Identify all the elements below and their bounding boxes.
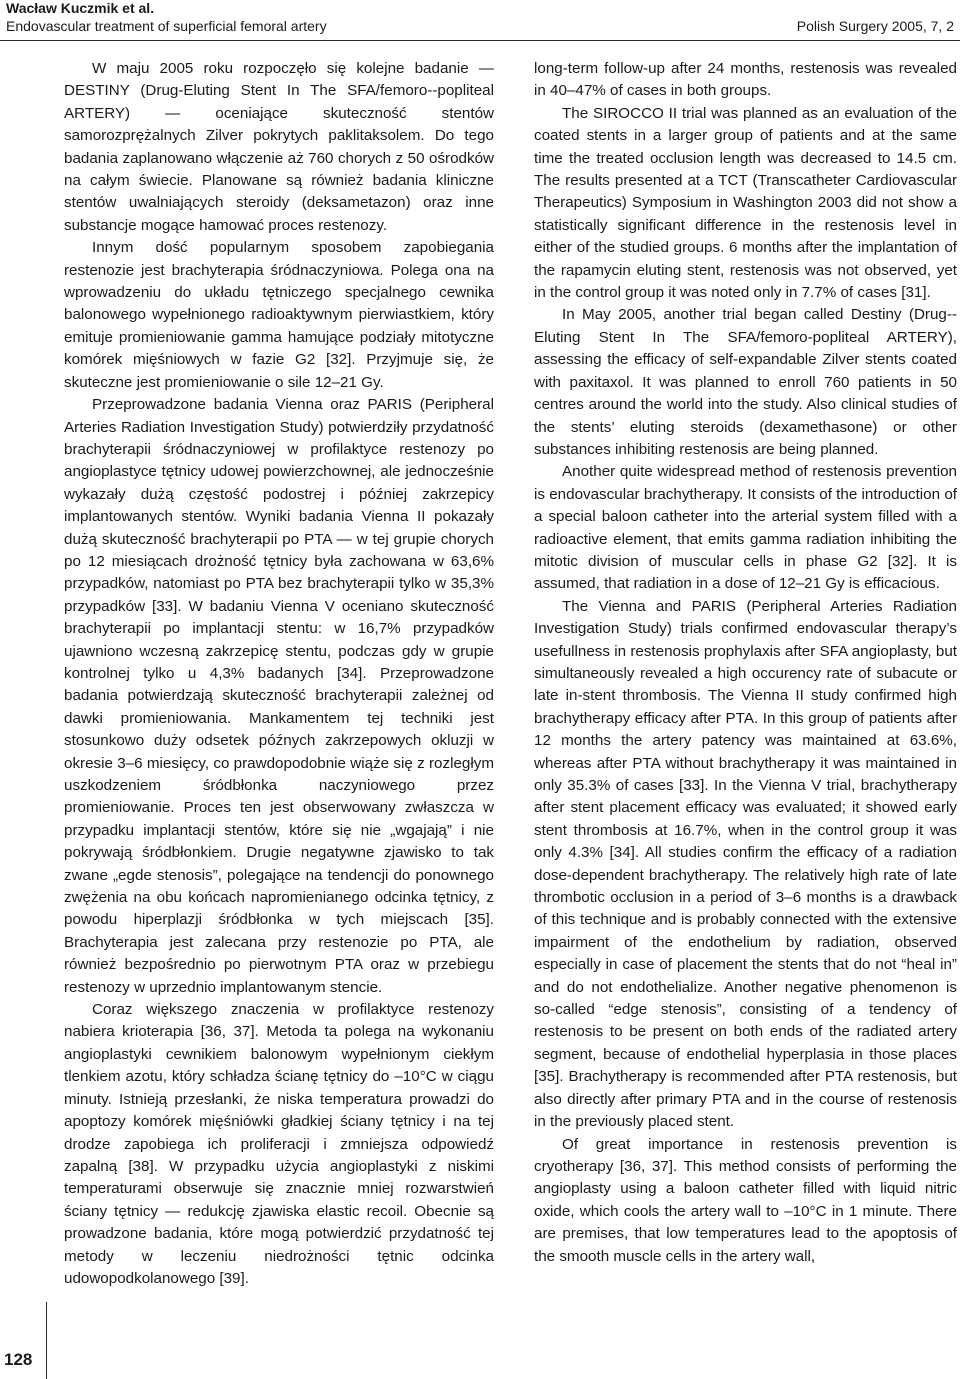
left-column xyxy=(64,58,494,1290)
paragraph: Another quite widespread method of restenosis prevention is endovascular brachytherapy. It consists of the introduction of a special baloon catheter into the arterial system filled with a radioactive element, that emits gamma radiation inhibiting the mitotic division of muscular cells in phase G2 [32]. It is assumed, that radiation in a dose of 12–21 Gy is efficacious. xyxy=(534,463,957,593)
header-article-title: Endovascular treatment of superficial femoral artery xyxy=(6,18,327,34)
paragraph: The SIROCCO II trial was planned as an evaluation of the coated stents in a larger group of patients and at the same time the treated occlusion length was decreased to 14.5 cm. The results presented at a TCT (Transcatheter Cardiovascular Therapeutics) Symposium in Washington 2003 did not show a statistically significant difference in the restenosis level in either of the studied groups. 6 months after the implantation of the rapamycin eluting stent, restenosis was not observed, yet in the control group it was noted only in 7.7% of cases [31]. xyxy=(534,104,957,302)
paragraph: Innym dość popularnym sposobem zapobiegania restenozie jest brachyterapia śródnaczyniowa. Polega ona na wprowadzeniu do układu tętniczego specjalnego cewnika balonowego wypełnionego radioaktywnym pierwiastkiem, który emituje promieniowanie gamma hamujące podziały mitotyczne komórek mięśniowych w fazie G2 [32]. Przyjmuje się, że skuteczne jest promieniowanie o sile 12–21 Gy. xyxy=(64,239,494,391)
paragraph: The Vienna and PARIS (Peripheral Arteries Radiation Investigation Study) trials confirmed endovascular therapy’s usefullness in restenosis prophylaxis after SFA angioplasty, but simultaneously revealed a high occurency rate of subacute or late in-stent thrombosis. The Vienna II study confirmed high brachytherapy efficacy after PTA. In this group of patients after 12 months the artery patency was maintained at 63.6%, whereas after PTA without brachytherapy it was maintained in only 35.3% of cases [33]. In the Vienna V trial, brachytherapy after stent placement efficacy was evaluated; it showed early stent thrombosis at 16.7%, when in the control group it was only 4.3% [34]. All studies confirm the efficacy of a radiation dose-dependent brachytherapy. The relatively high rate of late thrombotic occlusion in a period of 3–6 months is a drawback of this technique and is probably connected with the extensive impairment of the endothelium by radiation, observed especially in case of placement the stents that do not “heal in” and do not endothelialize. Another negative phenomenon is so-called “edge stenosis”, consisting of a tendency of restenosis to be present on both ends of the radiated artery segment, because of endothelial hyperplasia in those places [35]. Brachytherapy is recommended after PTA restenosis, but also directly after primary PTA and in the course of restenosis in the previously placed stent. xyxy=(534,597,957,1131)
paragraph: W maju 2005 roku rozpoczęło się kolejne badanie — DESTINY (Drug-Eluting Stent In The SFA/femoro--popliteal ARTERY) — oceniające skuteczność stentów samorozprężalnych Zilver pokrytych paklitaksolem. Do tego badania zaplanowano włączenie aż 760 chorych z 50 ośrodków na całym świecie. Planowane są również badania kliniczne stentów uwalniających steroidy (deksametazon) oraz inne substancje mogące hamować proces restenozy. xyxy=(64,60,494,234)
header-author: Wacław Kuczmik et al. xyxy=(6,0,155,16)
page-number: 128 xyxy=(4,1350,33,1369)
paragraph: Of great importance in restenosis prevention is cryotherapy [36, 37]. This method consists of performing the angioplasty using a baloon catheter filled with liquid nitric oxide, which cools the artery wall to –10°C in 1 minute. There are premises, that low temperatures lead to the apoptosis of the smooth muscle cells in the artery wall, xyxy=(534,1135,957,1265)
paragraph: Coraz większego znaczenia w profilaktyce restenozy nabiera krioterapia [36, 37]. Metoda ta polega na wykonaniu angioplastyki cewnikiem balonowym wypełnionym ciekłym tlenkiem azotu, który schładza ścianę tętnicy do –10°C w ciągu minuty. Istnieją przesłanki, że niska temperatura prowadzi do apoptozy komórek mięśniówki gładkiej ściany tętnicy i na tej drodze zapobiega ich proliferacji i zmniejsza odpowiedź zapalną [38]. W przypadku użycia angioplastyki z niskimi temperaturami obserwuje się znacznie mniej rozwarstwień ściany tętnicy — redukcję zjawiska elastic recoil. Obecnie są prowadzone badania, które mogą potwierdzić przydatność tej metody w leczeniu niedrożności tętnic odcinka udowopodkolanowego [39]. xyxy=(64,1001,494,1287)
page-number-rule xyxy=(46,1302,47,1379)
paragraph-continued: long-term follow-up after 24 months, restenosis was revealed in 40–47% of cases in both groups. xyxy=(534,60,957,100)
running-header xyxy=(0,0,960,42)
header-divider xyxy=(0,40,960,41)
header-journal-citation: Polish Surgery 2005, 7, 2 xyxy=(796,18,954,34)
right-column xyxy=(534,58,957,1268)
paragraph: In May 2005, another trial began called Destiny (Drug--Eluting Stent In The SFA/femoro-popliteal ARTERY), assessing the efficacy of self-expandable Zilver stents coated with paxitaxol. It was planned to enroll 760 patients in 50 centres around the world into the study. Also clinical studies of the stents’ eluting steroids (dexamethasone) or other substances inhibiting restenosis are being planned. xyxy=(534,306,957,458)
paragraph: Przeprowadzone badania Vienna oraz PARIS (Peripheral Arteries Radiation Investigation Study) potwierdziły przydatność brachyterapii śródnaczyniowej w profilaktyce restenozy po angioplastyce tętnicy udowej powierzchownej, ale jednocześnie wykazały dużą częstość podostrej i później zakrzepicy implantowanych stentów. Wyniki badania Vienna II pokazały dużą skuteczność brachyterapii po PTA — w tej grupie chorych po 12 miesiącach drożność tętnicy była zachowana w 63,6% przypadków, natomiast po PTA bez brachyterapii tylko w 35,3% przypadków [33]. W badaniu Vienna V oceniano skuteczność brachyterapii po implantacji stentu: w 16,7% przypadków ujawniono wczesną zakrzepicę stentu, podczas gdy w grupie kontrolnej tylko u 4,3% badanych [34]. Przeprowadzone badania potwierdzają skuteczność brachyterapii zależnej od dawki promieniowania. Mankamentem tej techniki jest stosunkowo duży odsetek późnych zakrzepowych okluzji w okresie 3–6 miesięcy, co prawdopodobnie wiąże się z rozległym uszkodzeniem śródbłonka naczyniowego przez promieniowanie. Proces ten jest obserwowany zwłaszcza w przypadku implantacji stentów, które się nie „wgajają” i nie pokrywają śródbłonkiem. Drugie negatywne zjawisko to tak zwane „egde stenosis”, polegające na tendencji do ponownego zwężenia na obu końcach napromienianego odcinka tętnicy, z powodu hiperplazji śródbłonka w tych miejscach [35]. Brachyterapia jest zalecana przy restenozie po PTA, ale również bezpośrednio po pierwotnym PTA oraz w przebiegu restenozy w uprzednio implantowanym stencie. xyxy=(64,396,494,996)
